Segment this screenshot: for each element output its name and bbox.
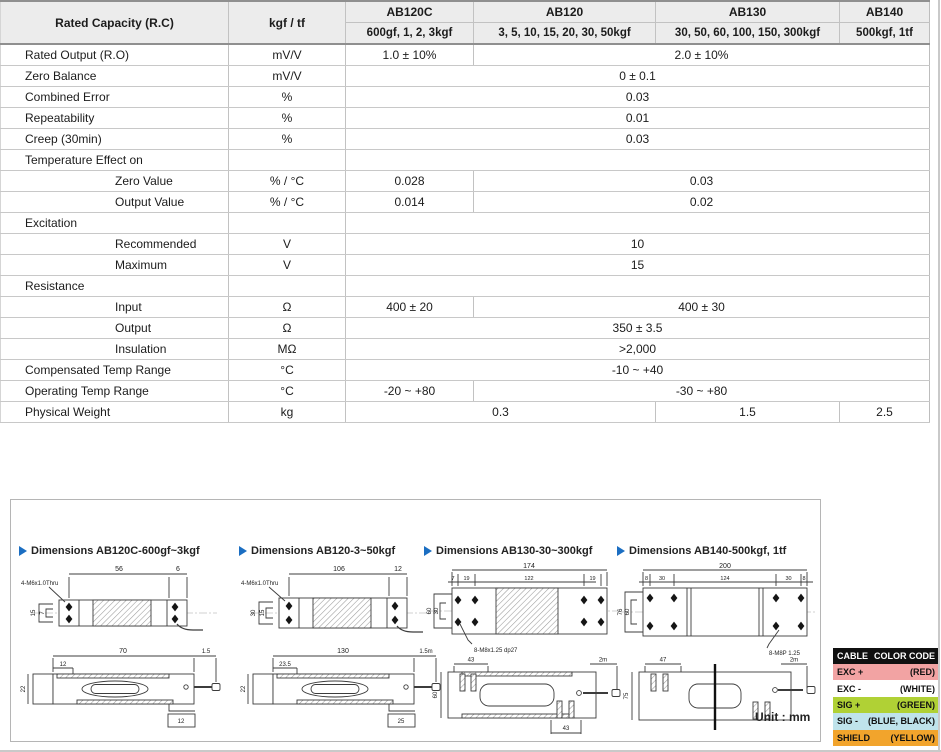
thread-callout: 8-M8x1.25 dp27 <box>474 648 518 654</box>
model-header: AB120 <box>474 1 656 23</box>
spec-row <box>1 360 930 381</box>
arrow-icon <box>424 546 432 556</box>
capacity-header: 30, 50, 60, 100, 150, 300kgf <box>656 23 840 45</box>
spec-cell: -10 ~ +40 <box>346 360 930 381</box>
unit-label: Unit : mm <box>755 710 811 724</box>
row-unit <box>229 276 346 297</box>
spec-row <box>1 129 930 150</box>
dim-label: 15 <box>260 609 266 617</box>
dim-label: 124 <box>720 576 730 582</box>
row-unit: °C <box>229 360 346 381</box>
row-label: Physical Weight <box>1 402 229 423</box>
row-unit: % <box>229 87 346 108</box>
row-label: Input <box>1 297 229 318</box>
cable-label: SIG + <box>837 699 861 710</box>
header-row-models <box>1 1 930 23</box>
dimension-title-text: Dimensions AB130-30~300kgf <box>436 545 593 557</box>
dim-label: 200 <box>719 563 731 570</box>
dim-label: 60 <box>427 607 433 615</box>
model-header: AB130 <box>656 1 840 23</box>
dim-label: 8 <box>802 576 806 582</box>
dim-label: 22 <box>241 685 247 693</box>
thread-callout: 4-M6x1.0Thru <box>241 581 279 587</box>
dim-label: 7 <box>40 611 46 615</box>
spec-row <box>1 171 930 192</box>
spec-cell: 2.0 ± 10% <box>474 44 930 66</box>
dim-label: 122 <box>524 576 534 582</box>
spec-cell: 0.03 <box>474 171 930 192</box>
spec-cell: 350 ± 3.5 <box>346 318 930 339</box>
spec-cell <box>346 213 930 234</box>
spec-cell: 0.02 <box>474 192 930 213</box>
drawing-lines <box>621 570 817 730</box>
corner-header: Rated Capacity (R.C) <box>1 1 229 44</box>
dim-label: 130 <box>337 648 349 655</box>
spec-cell <box>346 150 930 171</box>
row-unit: V <box>229 255 346 276</box>
spec-row <box>1 339 930 360</box>
row-unit: mV/V <box>229 66 346 87</box>
cable-label: SHIELD <box>837 732 871 743</box>
row-unit: Ω <box>229 318 346 339</box>
dim-label: 8 <box>644 576 649 582</box>
cable-row-sig-minus <box>833 713 939 729</box>
dim-label: 7 <box>451 576 455 582</box>
spec-row <box>1 255 930 276</box>
spec-row <box>1 213 930 234</box>
thread-callout: 8-M8P 1.25 <box>769 651 800 657</box>
spec-cell: 0.03 <box>346 129 930 150</box>
row-label: Temperature Effect on <box>1 150 229 171</box>
cable-table-header <box>833 648 939 664</box>
dim-label: 43 <box>467 657 475 664</box>
row-unit: MΩ <box>229 339 346 360</box>
spec-row <box>1 276 930 297</box>
spec-cell: 0.014 <box>346 192 474 213</box>
spec-cell <box>346 276 930 297</box>
spec-cell: 0.03 <box>346 87 930 108</box>
row-unit: mV/V <box>229 44 346 66</box>
dim-label: 25 <box>397 719 405 725</box>
dimensions-panel <box>10 499 821 742</box>
spec-row <box>1 108 930 129</box>
dim-label: 2m <box>598 657 608 664</box>
dimension-title-text: Dimensions AB140-500kgf, 1tf <box>629 545 787 557</box>
dim-label: 12 <box>177 719 185 725</box>
dim-label: 6 <box>176 566 180 573</box>
dimension-drawing-ab120c <box>19 560 231 742</box>
spec-cell: 2.5 <box>840 402 930 423</box>
dim-label: 30 <box>785 576 792 582</box>
row-unit: V <box>229 234 346 255</box>
spec-row <box>1 234 930 255</box>
dimension-section-ab130 <box>424 544 638 742</box>
cable-row-exc-plus <box>833 664 939 680</box>
row-unit: Ω <box>229 297 346 318</box>
cable-color: (RED) <box>910 667 935 678</box>
capacity-header: 500kgf, 1tf <box>840 23 930 45</box>
dimension-section-ab120 <box>239 544 453 742</box>
arrow-icon <box>19 546 27 556</box>
cable-label: SIG - <box>837 716 859 727</box>
window-right-edge <box>938 0 940 752</box>
row-label: Resistance <box>1 276 229 297</box>
row-label: Operating Temp Range <box>1 381 229 402</box>
cable-color: (YELLOW) <box>890 732 935 743</box>
row-unit: % <box>229 129 346 150</box>
dim-label: 19 <box>463 576 470 582</box>
dim-label: 30 <box>658 576 666 582</box>
row-label: Excitation <box>1 213 229 234</box>
spec-cell: 0.028 <box>346 171 474 192</box>
spec-row <box>1 402 930 423</box>
spec-cell: >2,000 <box>346 339 930 360</box>
cable-color: (BLUE, BLACK) <box>868 716 935 727</box>
row-label: Creep (30min) <box>1 129 229 150</box>
dim-label: 76 <box>618 608 624 616</box>
dim-label: 43 <box>562 726 570 732</box>
row-unit <box>229 213 346 234</box>
cable-row-shield <box>833 730 939 746</box>
dim-label: 12 <box>394 566 402 573</box>
spec-row <box>1 381 930 402</box>
dim-label: 60 <box>625 608 631 616</box>
row-label: Maximum <box>1 255 229 276</box>
dimension-section-ab120c <box>19 544 233 742</box>
spec-cell: -30 ~ +80 <box>474 381 930 402</box>
dim-label: 60 <box>433 691 439 699</box>
spec-row <box>1 297 930 318</box>
dim-label: 15 <box>31 609 37 617</box>
model-header: AB140 <box>840 1 930 23</box>
dim-label: 56 <box>115 566 123 573</box>
spec-row <box>1 318 930 339</box>
row-label: Recommended <box>1 234 229 255</box>
dimension-title <box>617 544 831 558</box>
dimension-title-text: Dimensions AB120-3~50kgf <box>251 545 396 557</box>
row-unit: % <box>229 108 346 129</box>
drawing-lines <box>430 570 620 734</box>
cable-label: EXC - <box>837 683 862 694</box>
row-unit: % / °C <box>229 171 346 192</box>
spec-cell: -20 ~ +80 <box>346 381 474 402</box>
row-unit <box>229 150 346 171</box>
spec-table-body <box>1 44 930 423</box>
dim-label: 23.5 <box>279 662 291 668</box>
model-header: AB120C <box>346 1 474 23</box>
capacity-header: 3, 5, 10, 15, 20, 30, 50kgf <box>474 23 656 45</box>
dimension-title <box>424 544 638 558</box>
arrow-icon <box>617 546 625 556</box>
dimension-drawing-ab130 <box>424 560 624 742</box>
spec-cell: 0.01 <box>346 108 930 129</box>
spec-row <box>1 192 930 213</box>
cable-color: (WHITE) <box>900 683 935 694</box>
dim-label: 30 <box>251 609 257 617</box>
dimension-title-text: Dimensions AB120C-600gf~3kgf <box>31 545 200 557</box>
thread-callout: 4-M6x1.0Thru <box>21 581 59 587</box>
row-label: Zero Value <box>1 171 229 192</box>
row-label: Combined Error <box>1 87 229 108</box>
cable-row-exc-minus <box>833 680 939 696</box>
spec-cell: 10 <box>346 234 930 255</box>
row-label: Rated Output (R.O) <box>1 44 229 66</box>
row-label: Insulation <box>1 339 229 360</box>
row-unit: % / °C <box>229 192 346 213</box>
dim-label: 174 <box>523 563 535 570</box>
spec-table-header <box>1 1 930 44</box>
cable-color: (GREEN) <box>897 699 935 710</box>
spec-row <box>1 87 930 108</box>
row-label: Repeatability <box>1 108 229 129</box>
capacity-header: 600gf, 1, 2, 3kgf <box>346 23 474 45</box>
spec-cell: 400 ± 20 <box>346 297 474 318</box>
spec-cell: 400 ± 30 <box>474 297 930 318</box>
dimension-title <box>19 544 233 558</box>
row-unit: °C <box>229 381 346 402</box>
dim-label: 2m <box>789 657 799 664</box>
spec-cell: 0 ± 0.1 <box>346 66 930 87</box>
dim-label: 1.5 <box>201 649 211 655</box>
spec-row <box>1 150 930 171</box>
cable-row-sig-plus <box>833 697 939 713</box>
row-label: Zero Balance <box>1 66 229 87</box>
spec-row <box>1 44 930 66</box>
arrow-icon <box>239 546 247 556</box>
unit-header: kgf / tf <box>229 1 346 44</box>
dim-label: 1.5m <box>419 649 433 655</box>
cable-color-code-table <box>833 648 939 746</box>
dimension-title <box>239 544 453 558</box>
dim-label: 70 <box>119 648 127 655</box>
dimension-drawing-ab120 <box>239 560 451 742</box>
spec-cell: 1.0 ± 10% <box>346 44 474 66</box>
cable-header-col2: COLOR CODE <box>873 651 935 661</box>
row-label: Output Value <box>1 192 229 213</box>
cable-header-col1: CABLE <box>837 651 868 661</box>
cable-label: EXC + <box>837 667 864 678</box>
dim-label: 19 <box>589 576 596 582</box>
dim-label: 12 <box>59 662 67 668</box>
spec-cell: 0.3 <box>346 402 656 423</box>
dim-label: 47 <box>659 657 667 664</box>
spec-cell: 15 <box>346 255 930 276</box>
row-unit: kg <box>229 402 346 423</box>
dim-label: 75 <box>624 692 630 700</box>
row-label: Output <box>1 318 229 339</box>
dim-label: 22 <box>21 685 27 693</box>
dim-label: 106 <box>333 566 345 573</box>
row-label: Compensated Temp Range <box>1 360 229 381</box>
dim-label: 30 <box>434 607 440 615</box>
spec-cell: 1.5 <box>656 402 840 423</box>
spec-row <box>1 66 930 87</box>
